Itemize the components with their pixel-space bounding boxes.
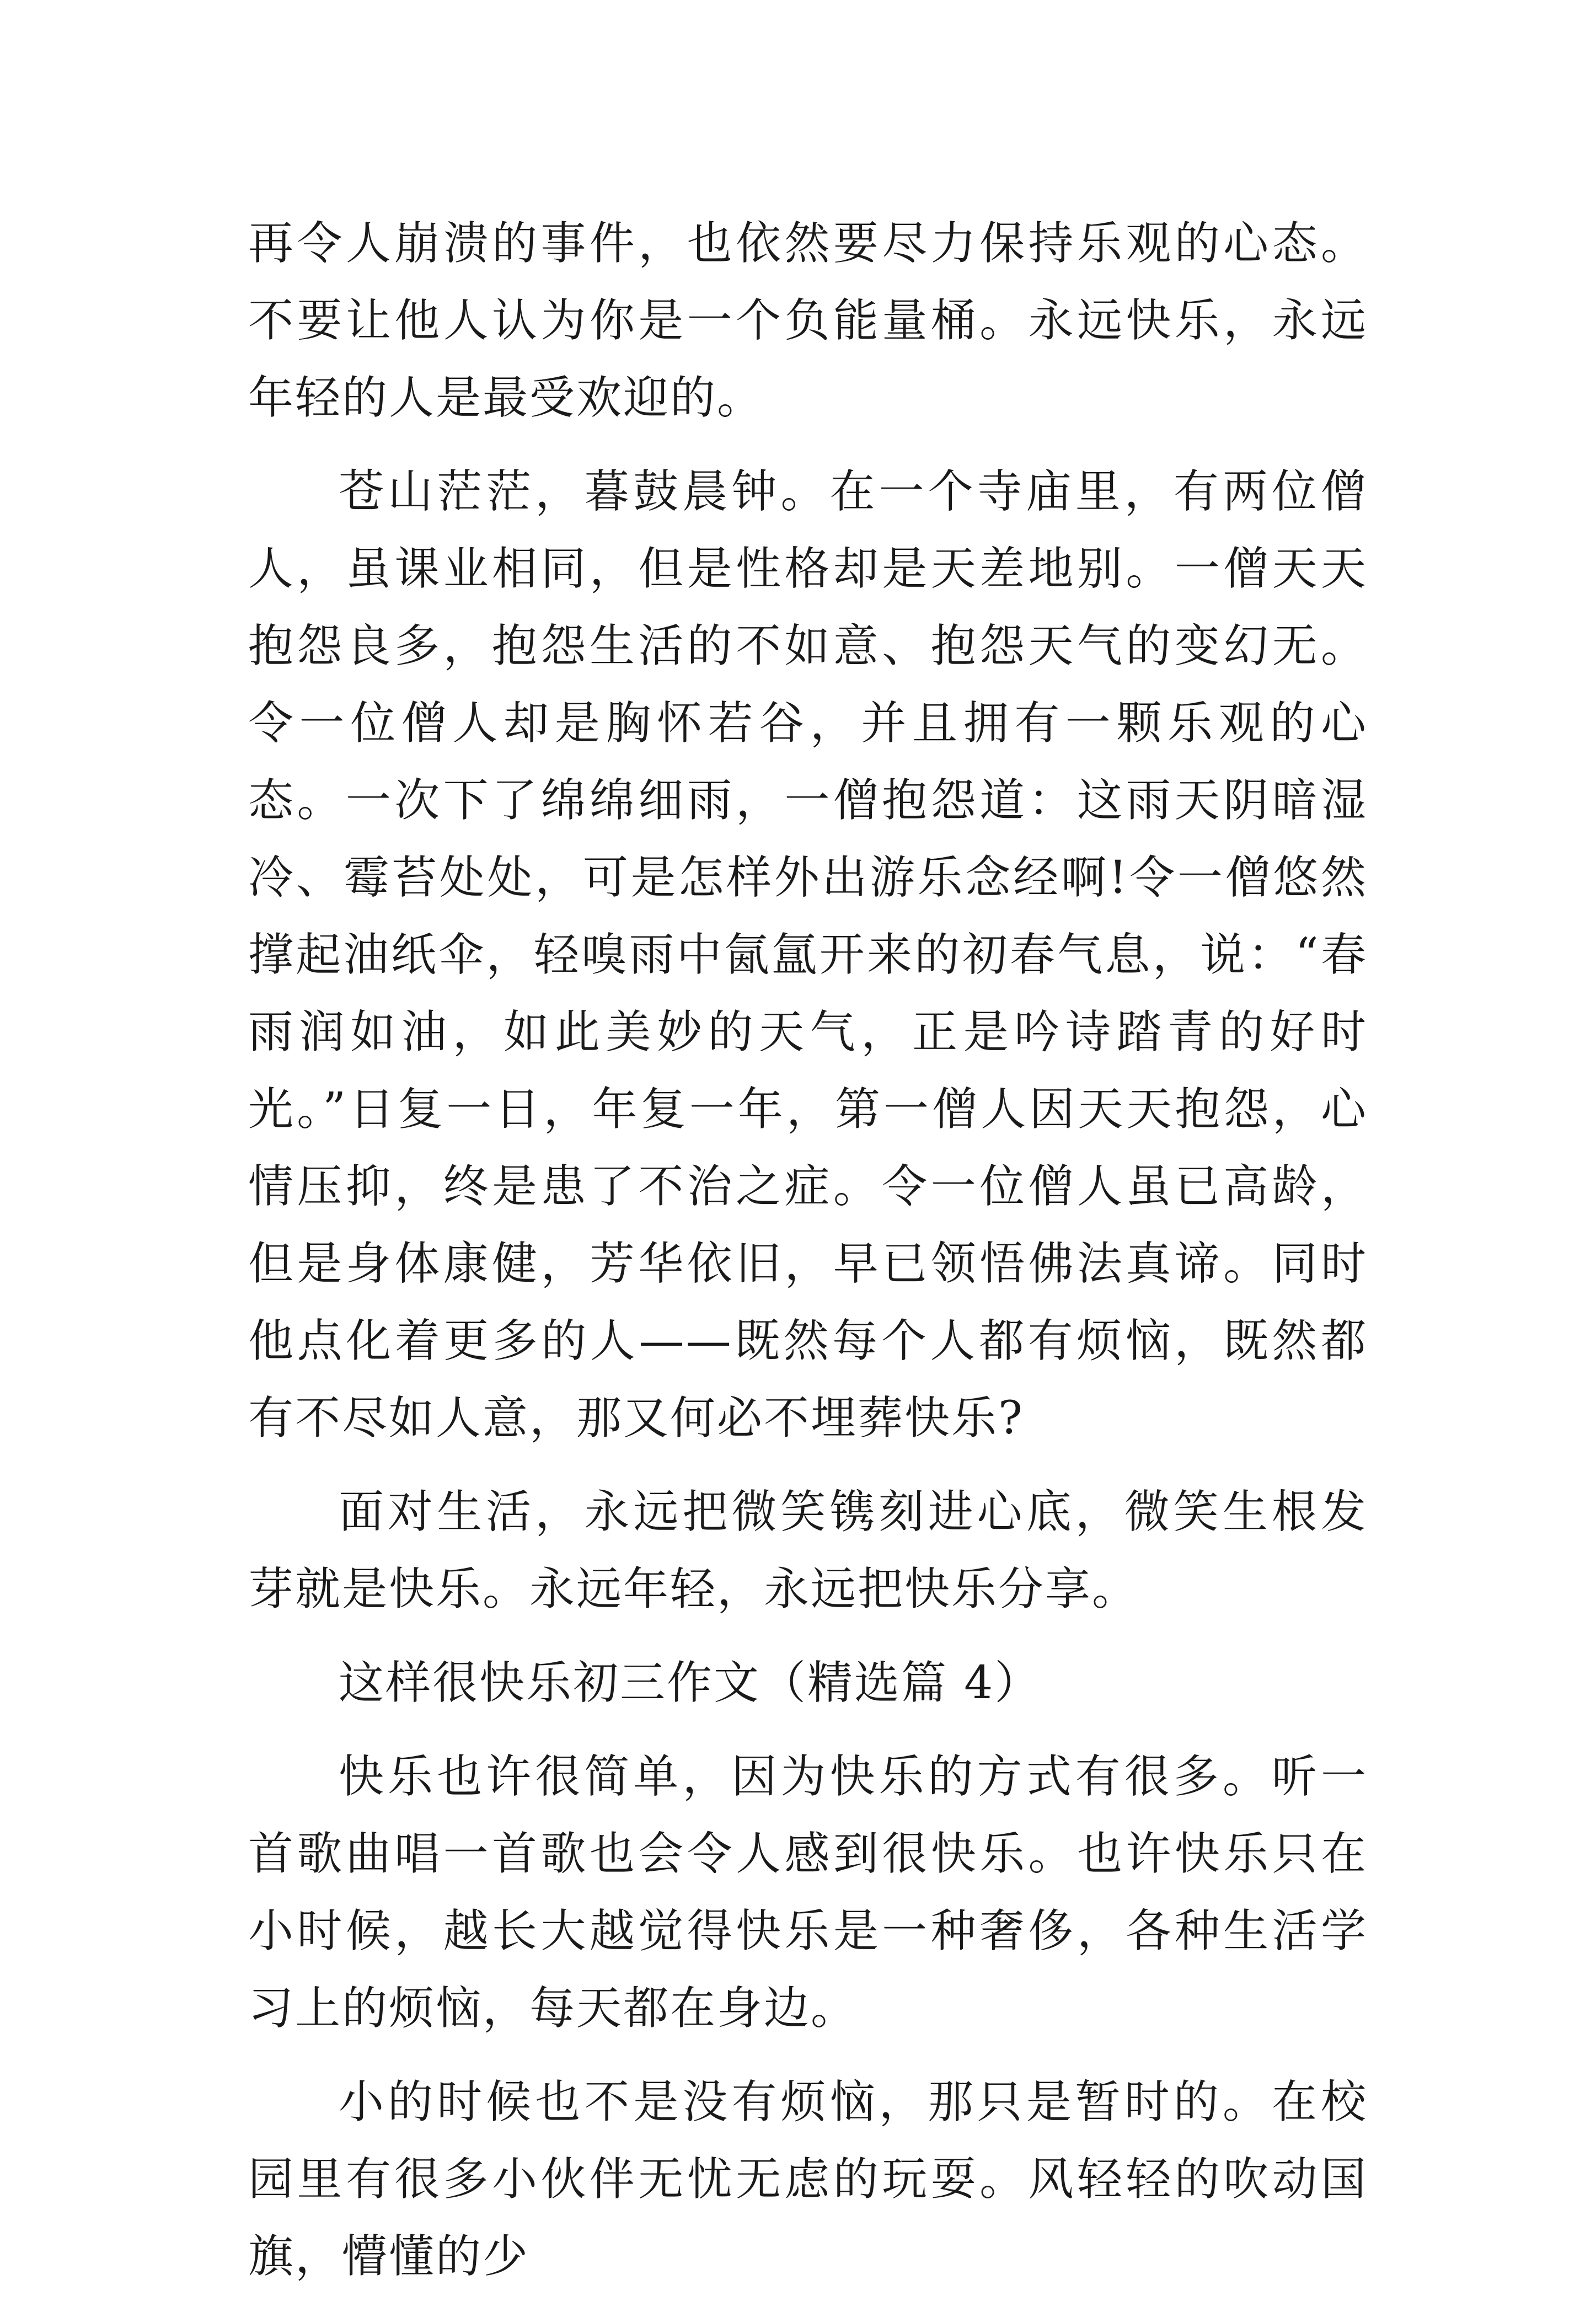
paragraph-childhood: 小的时候也不是没有烦恼，那只是暂时的。在校园里有很多小伙伴无忧无虑的玩耍。风轻轻的吹动国旗，懵懂的少 xyxy=(248,2076,1368,2283)
paragraph-monks-story: 苍山茫茫，暮鼓晨钟。在一个寺庙里，有两位僧人，虽课业相同，但是性格却是天差地别。一僧天天抱怨良多，抱怨生活的不如意、抱怨天气的变幻无。令一位僧人却是胸怀若谷，并且拥有一颗乐观的心态。一次下了绵绵细雨，一僧抱怨道：这雨天阴暗湿冷、霉苔处处，可是怎样外出游乐念经啊!令一僧悠然撑起油纸伞，轻嗅雨中氤氲开来的初春气息，说：“春雨润如油，如此美妙的天气，正是吟诗踏青的好时光。”日复一日，年复一年，第一僧人因天天抱怨，心情压抑，终是患了不治之症。令一位僧人虽已高龄，但是身体康健，芳华依旧，早已领悟佛法真谛。同时他点化着更多的人——既然每个人都有烦恼，既然都有不尽如人意，那又何必不埋葬快乐? xyxy=(248,465,1368,1444)
paragraph-smile: 面对生活，永远把微笑镌刻进心底，微笑生根发芽就是快乐。永远年轻，永远把快乐分享。 xyxy=(248,1486,1368,1615)
section-heading: 这样很快乐初三作文（精选篇 4） xyxy=(339,1657,1042,1709)
paragraph-happiness-simple: 快乐也许很简单，因为快乐的方式有很多。听一首歌曲唱一首歌也会令人感到很快乐。也许快乐只在小时候，越长大越觉得快乐是一种奢侈，各种生活学习上的烦恼，每天都在身边。 xyxy=(248,1751,1368,2035)
document-body xyxy=(248,205,1368,2312)
paragraph-continued: 再令人崩溃的事件，也依然要尽力保持乐观的心态。不要让他人认为你是一个负能量桶。永远快乐，永远年轻的人是最受欢迎的。 xyxy=(248,217,1368,424)
